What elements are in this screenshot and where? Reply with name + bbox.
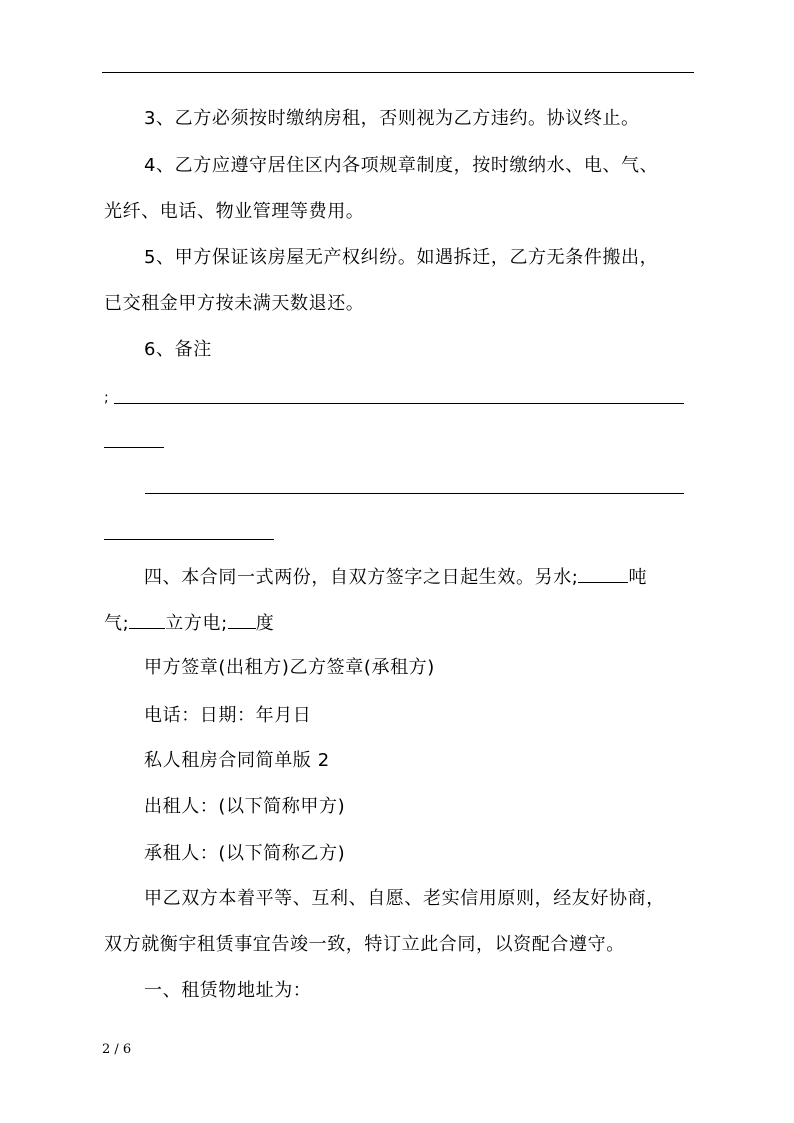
signature-line: 甲方签章(出租方)乙方签章(承租方) [144,657,435,678]
header-divider [102,72,694,73]
phone-date-line: 电话：日期：年月日 [144,705,312,726]
intro-line-2: 双方就衡宇租赁事宜告竣一致，特订立此合同，以资配合遵守。 [104,934,625,955]
contract-title-2: 私人租房合同简单版 2 [144,750,330,771]
lessor-line: 出租人：(以下简称甲方) [144,796,346,817]
clause-four-line-1 [144,566,647,589]
clause-6-remarks: 6、备注 [144,339,212,360]
lessee-line: 承租人：(以下简称乙方) [144,843,346,864]
gas-blank [129,612,165,629]
gas-label: 气; [104,613,130,634]
kwh-unit: 度 [255,613,275,634]
water-blank [578,566,628,583]
remarks-blank-line-4 [104,539,274,540]
ton-unit: 吨 [628,567,648,588]
clause-four-text: 四、本合同一式两份，自双方签字之日起生效。另水; [144,567,579,588]
clause-3: 3、乙方必须按时缴纳房租，否则视为乙方违约。协议终止。 [144,108,640,129]
clause-4-line-2: 光纤、电话、物业管理等费用。 [104,201,365,222]
remarks-blank-line-3 [145,493,684,494]
clause-5-line-1: 5、甲方保证该房屋无产权纠纷。如遇拆迁，乙方无条件搬出， [144,247,659,268]
clause-4-line-1: 4、乙方应遵守居住区内各项规章制度，按时缴纳水、电、气、 [144,155,659,176]
section-1-heading: 一、租赁物地址为： [144,980,312,1001]
remarks-blank-line-2 [104,447,164,448]
intro-line-1: 甲乙双方本着平等、互利、自愿、老实信用原则，经友好协商， [144,888,665,909]
remarks-blank-line-1 [114,403,684,404]
remarks-blank-prefix: ; [104,390,109,406]
page-number: 2 / 6 [102,1042,132,1057]
electric-blank [228,612,256,629]
cubic-electric-label: 立方电; [165,613,228,634]
clause-four-line-2 [104,612,274,635]
clause-5-line-2: 已交租金甲方按未满天数退还。 [104,293,365,314]
